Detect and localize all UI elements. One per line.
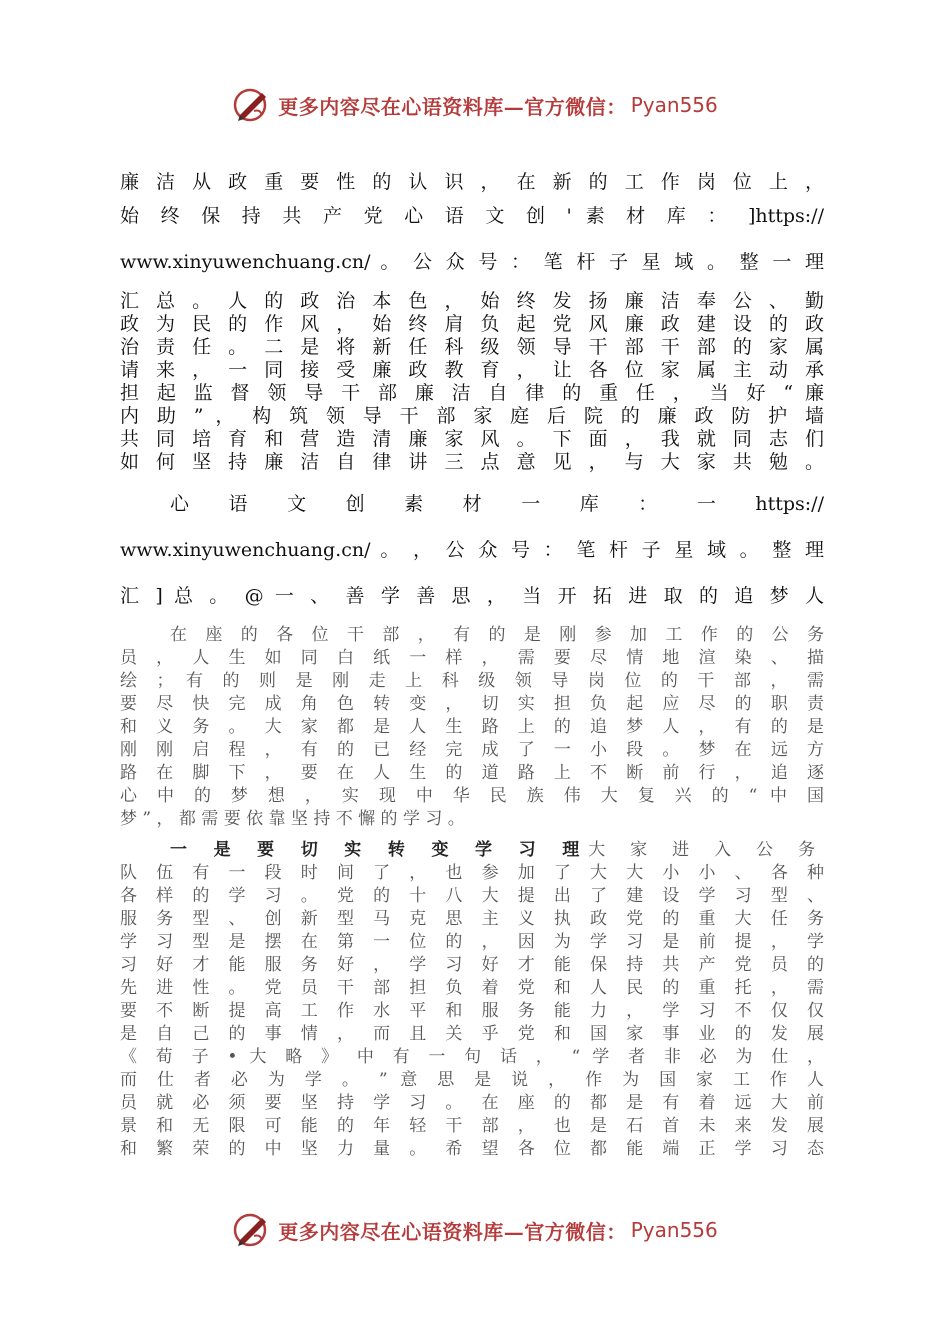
- banner-text: 更多内容尽在心语资料库—官方微信：: [278, 94, 627, 119]
- text-line: 内 助 ” ， 构 筑 领 导 干 部 家 庭 后 院 的 廉 政 防 护 墙: [120, 405, 824, 427]
- text-line: 在 座 的 各 位 干 部 ， 有 的 是 刚 参 加 工 作 的 公 务: [170, 625, 824, 645]
- text-line: 员 ， 人 生 如 同 白 纸 一 样 ， 需 要 尽 情 地 渲 染 、 描: [120, 648, 824, 668]
- banner-wechat-id: Pyan556: [630, 1218, 718, 1242]
- document-body: [120, 165, 824, 1161]
- text-line: 共 同 培 育 和 营 造 清 廉 家 风 。 下 面 ， 我 就 同 志 们: [120, 428, 824, 450]
- banner-wechat-id: Pyan556: [630, 93, 718, 117]
- text-line: 员 就 必 须 要 坚 持 学 习 。 在 座 的 都 是 有 着 远 大 前: [120, 1093, 824, 1113]
- section-heading: 汇 ] 总 。 @ 一 、 善 学 善 思 ， 当 开 拓 进 取 的 追 梦 人: [120, 585, 824, 607]
- text-line: 担 起 监 督 领 导 干 部 廉 洁 自 律 的 重 任 ， 当 好 “ 廉: [120, 382, 824, 404]
- text-line: 而 仕 者 必 为 学 。 ” 意 思 是 说 ， 作 为 国 家 工 作 人: [120, 1070, 824, 1090]
- text-line: 心 语 文 创 素 材 一 库 ： 一 https://: [170, 493, 824, 515]
- text-line: 《 荀 子 • 大 略 》 中 有 一 句 话 ， “ 学 者 非 必 为 仕 ，: [120, 1047, 824, 1067]
- pen-logo-icon: [232, 1210, 272, 1250]
- text-line: 各 样 的 学 习 。 党 的 十 八 大 提 出 了 建 设 学 习 型 、: [120, 886, 824, 906]
- pen-logo-icon: [232, 85, 272, 125]
- text-line: 和 繁 荣 的 中 坚 力 量 。 希 望 各 位 都 能 端 正 学 习 态: [120, 1139, 824, 1159]
- text-line: 是 自 己 的 事 情 ， 而 且 关 乎 党 和 国 家 事 业 的 发 展: [120, 1024, 824, 1044]
- text-line: www.xinyuwenchuang.cn/ 。 ， 公 众 号 ： 笔 杆 子 星 域 。 整 理: [120, 539, 824, 561]
- text-line: 先 进 性 。 党 员 干 部 担 负 着 党 和 人 民 的 重 托 ， 需: [120, 978, 824, 998]
- text-line: 队 伍 有 一 段 时 间 了 ， 也 参 加 了 大 大 小 小 、 各 种: [120, 863, 824, 883]
- text-line: 心 中 的 梦 想 ， 实 现 中 华 民 族 伟 大 复 兴 的 “ 中 国: [120, 786, 824, 806]
- text-line: 学 习 型 是 摆 在 第 一 位 的 ， 因 为 学 习 是 前 提 ， 学: [120, 932, 824, 952]
- text-line: 刚 刚 启 程 ， 有 的 已 经 完 成 了 一 小 段 。 梦 在 远 方: [120, 740, 824, 760]
- text-line: 始 终 保 持 共 产 党 心 语 文 创 ' 素 材 库 ： ]https://: [120, 205, 824, 227]
- text-line: 绘 ； 有 的 则 是 刚 走 上 科 级 领 导 岗 位 的 干 部 ， 需: [120, 671, 824, 691]
- bold-lead: 一 是 要 切 实 转 变 学 习 理: [170, 840, 589, 860]
- text-line: 习 好 才 能 服 务 好 ， 学 习 好 才 能 保 持 共 产 党 员 的: [120, 955, 824, 975]
- footer-banner: [0, 1207, 950, 1253]
- text-line: [120, 839, 824, 862]
- banner-text: 更多内容尽在心语资料库—官方微信：: [278, 1219, 627, 1244]
- text-line: 政 为 民 的 作 风 ， 始 终 肩 负 起 党 风 廉 政 建 设 的 政: [120, 313, 824, 335]
- text-line: 汇 总 。 人 的 政 治 本 色 ， 始 终 发 扬 廉 洁 奉 公 、 勤: [120, 290, 824, 312]
- text-line: www.xinyuwenchuang.cn/ 。 公 众 号 ： 笔 杆 子 星 域 。 整 一 理: [120, 251, 824, 273]
- text-line: 如 何 坚 持 廉 洁 自 律 讲 三 点 意 见 ， 与 大 家 共 勉 。: [120, 451, 824, 473]
- text-line: 要 尽 快 完 成 角 色 转 变 ， 切 实 担 负 起 应 尽 的 职 责: [120, 694, 824, 714]
- text-line: 要 不 断 提 高 工 作 水 平 和 服 务 能 力 ， 学 习 不 仅 仅: [120, 1001, 824, 1021]
- text-line: 和 义 务 。 大 家 都 是 人 生 路 上 的 追 梦 人 ， 有 的 是: [120, 717, 824, 737]
- header-banner: [0, 82, 950, 128]
- text-line: 景 和 无 限 可 能 的 年 轻 干 部 ， 也 是 石 首 未 来 发 展: [120, 1116, 824, 1136]
- text-line: 请 来 ， 一 同 接 受 廉 政 教 育 ， 让 各 位 家 属 主 动 承: [120, 359, 824, 381]
- text-line: 廉 洁 从 政 重 要 性 的 认 识 ， 在 新 的 工 作 岗 位 上 ，: [120, 171, 824, 193]
- text-line: 路 在 脚 下 ， 要 在 人 生 的 道 路 上 不 断 前 行 ， 追 逐: [120, 763, 824, 783]
- text-line: 服 务 型 、 创 新 型 马 克 思 主 义 执 政 党 的 重 大 任 务: [120, 909, 824, 929]
- text-line: 治 责 任 。 二 是 将 新 任 科 级 领 导 干 部 干 部 的 家 属: [120, 336, 824, 358]
- text-line: 梦 ” ， 都 需 要 依 靠 坚 持 不 懈 的 学 习 。: [120, 809, 465, 829]
- lead-rest: 大 家 进 入 公 务: [588, 840, 824, 860]
